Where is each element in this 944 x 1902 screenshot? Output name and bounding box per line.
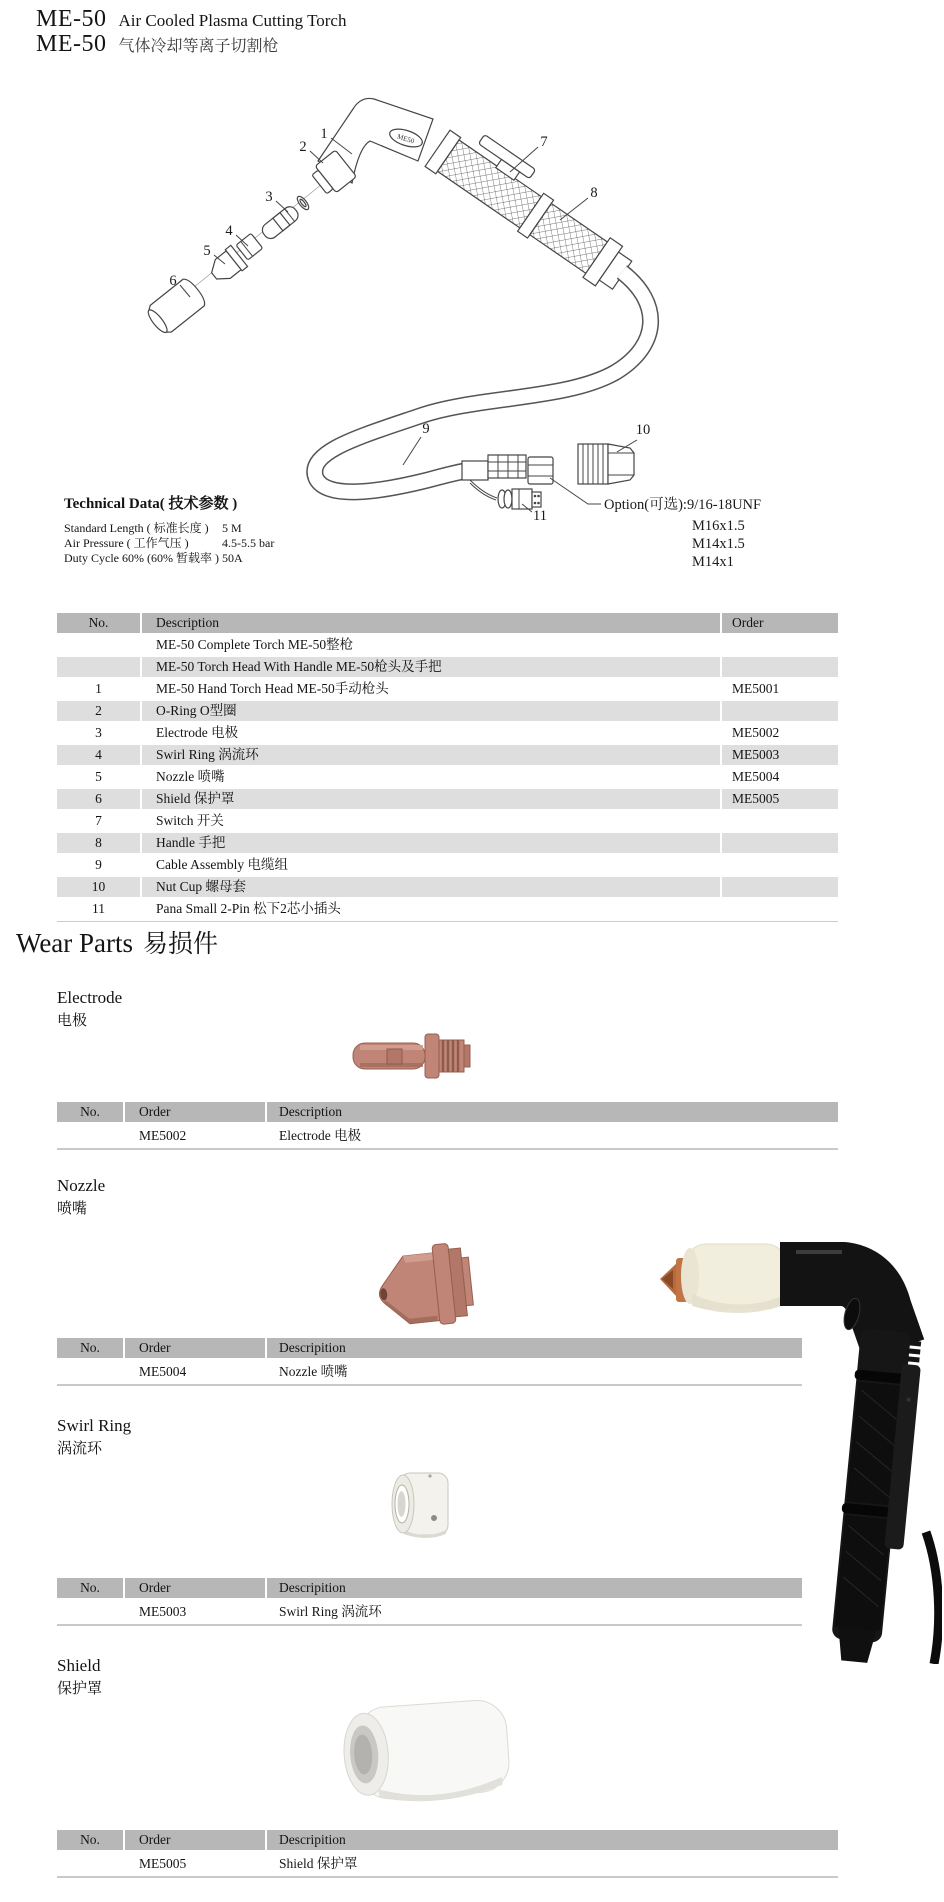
row-order: ME5001: [732, 681, 780, 696]
col-header-no: No.: [57, 1578, 125, 1598]
row-no: 9: [57, 855, 142, 875]
row-no: 11: [57, 899, 142, 919]
table-row: [57, 635, 838, 657]
option-line-main: Option(可选):9/16-18UNF: [604, 497, 762, 513]
torch-photo-handle: [827, 1328, 924, 1664]
option-line-m14-15: M14x1.5: [692, 536, 745, 552]
table-row: [57, 855, 838, 877]
callout-leaders: [180, 138, 637, 512]
section-electrode-heading: [57, 986, 122, 1032]
callout-8: 8: [590, 185, 598, 201]
row-description: Swirl Ring 涡流环: [279, 1604, 382, 1619]
row-no: [57, 635, 142, 655]
row-description: Nozzle 喷嘴: [279, 1364, 348, 1379]
callout-10: 10: [635, 422, 651, 438]
row-no: [57, 1124, 125, 1148]
table-row: [57, 811, 838, 833]
row-order: [722, 833, 838, 853]
row-no: [57, 1360, 125, 1384]
torch-handle-drawing: [424, 117, 644, 295]
page-title-en: [36, 6, 346, 33]
col-header-no: No.: [57, 1338, 125, 1358]
row-order: [722, 701, 838, 721]
col-header-description: Description: [279, 1104, 342, 1119]
row-order: ME5005: [732, 791, 780, 806]
col-header-order: Order: [125, 1338, 267, 1358]
section-shield-heading: [57, 1654, 102, 1700]
row-no: 2: [57, 701, 142, 721]
swirl-ring-name-zh: 涡流环: [57, 1441, 103, 1457]
tech-value-pressure: 4.5-5.5 bar: [222, 536, 275, 550]
row-no: 8: [57, 833, 142, 853]
callout-4: 4: [225, 223, 233, 239]
row-order: [722, 657, 838, 677]
row-no: 3: [57, 723, 142, 743]
col-header-order: Order: [125, 1102, 267, 1122]
row-description: Pana Small 2-Pin 松下2芯小插头: [142, 899, 722, 919]
electrode-table-header: [57, 1102, 838, 1124]
nozzle-image: [370, 1234, 478, 1336]
wear-parts-heading-en: Wear Parts: [16, 928, 134, 958]
table-row: [57, 657, 838, 679]
connector-assembly: [462, 455, 553, 484]
table-row: [57, 701, 838, 723]
row-description: Switch 开关: [142, 811, 722, 831]
row-description: Cable Assembly 电缆组: [142, 855, 722, 875]
tech-value-duty: 50A: [222, 551, 243, 565]
row-order: [722, 877, 838, 897]
col-header-description: Description: [142, 613, 722, 633]
electrode-name-en: Electrode: [57, 988, 123, 1007]
callout-1: 1: [320, 126, 328, 142]
row-order: ME5004: [125, 1360, 267, 1384]
callout-2: 2: [299, 139, 307, 155]
page-title-zh: [36, 31, 279, 58]
swirl-ring-image: [386, 1466, 460, 1544]
row-description: Handle 手把: [142, 833, 722, 853]
row-no: 10: [57, 877, 142, 897]
technical-data-heading: Technical Data( 技术参数 ): [64, 496, 238, 512]
row-no: [57, 1852, 125, 1876]
technical-data-block: [64, 492, 424, 566]
row-description: Nut Cup 螺母套: [142, 877, 722, 897]
callout-3: 3: [265, 189, 273, 205]
table-row: [57, 745, 838, 767]
option-line-m16: M16x1.5: [692, 518, 745, 534]
row-description: Shield 保护罩: [279, 1856, 358, 1871]
col-header-no: No.: [57, 1830, 125, 1850]
row-no: 7: [57, 811, 142, 831]
callout-5: 5: [203, 243, 211, 259]
shield-table-header: [57, 1830, 838, 1852]
shield-table: [57, 1830, 838, 1878]
table-row: [57, 679, 838, 701]
table-row: [57, 877, 838, 899]
model-name-2: ME-50: [36, 31, 107, 57]
row-order: [722, 811, 838, 831]
parts-table: [57, 613, 838, 922]
row-order: [722, 635, 838, 655]
callout-6: 6: [169, 273, 177, 289]
section-swirl-ring-heading: [57, 1414, 131, 1460]
torch-photo-cable: [926, 1532, 939, 1664]
section-nozzle-heading: [57, 1174, 105, 1220]
row-order: ME5002: [125, 1124, 267, 1148]
row-order: ME5004: [732, 769, 780, 784]
row-no: 5: [57, 767, 142, 787]
row-no: 6: [57, 789, 142, 809]
row-description: ME-50 Complete Torch ME-50整枪: [142, 635, 722, 655]
row-order: [722, 855, 838, 875]
model-name: ME-50: [36, 6, 107, 32]
table-row: [57, 899, 838, 921]
wear-parts-heading-zh: 易损件: [143, 931, 219, 958]
electrode-image: [350, 1026, 478, 1086]
row-description: ME-50 Hand Torch Head ME-50手动枪头: [142, 679, 722, 699]
row-no: [57, 1600, 125, 1624]
tech-label-pressure: Air Pressure ( 工作气压 ): [64, 536, 189, 550]
row-no: 1: [57, 679, 142, 699]
row-description: ME-50 Torch Head With Handle ME-50枪头及手把: [142, 657, 722, 677]
row-no: [57, 657, 142, 677]
tech-row-pressure: [64, 536, 424, 551]
swirl-ring-part: [236, 233, 263, 260]
tech-row-length: [64, 521, 424, 536]
col-header-order: Order: [732, 615, 764, 630]
callout-11: 11: [533, 508, 547, 524]
tech-label-length: Standard Length ( 标准长度 ): [64, 521, 209, 535]
row-order: ME5005: [125, 1852, 267, 1876]
parts-table-header: [57, 613, 838, 635]
col-header-order: Order: [125, 1830, 267, 1850]
row-description: Electrode 电极: [142, 723, 722, 743]
row-no: 4: [57, 745, 142, 765]
row-description: Nozzle 喷嘴: [142, 767, 722, 787]
electrode-part: [260, 204, 301, 241]
table-row: [57, 723, 838, 745]
nozzle-name-en: Nozzle: [57, 1176, 106, 1195]
electrode-table: [57, 1102, 838, 1150]
row-order: ME5003: [732, 747, 780, 762]
col-header-description: Descripition: [279, 1832, 346, 1847]
row-description: O-Ring O型圈: [142, 701, 722, 721]
col-header-no: No.: [57, 1102, 125, 1122]
row-order: ME5002: [732, 725, 780, 740]
option-line-m14-1: M14x1: [692, 554, 734, 570]
torch-photo: [646, 1222, 942, 1664]
wear-parts-heading: [16, 924, 218, 960]
tech-label-duty: Duty Cycle 60% (60% 暂载率 ): [64, 551, 219, 565]
tech-row-duty: [64, 551, 424, 566]
callout-7: 7: [540, 134, 548, 150]
nut-cup-drawing: [578, 444, 634, 484]
shield-table-row: [57, 1852, 838, 1876]
col-header-no: No.: [57, 613, 142, 633]
row-order: [722, 899, 838, 919]
row-description: Electrode 电极: [279, 1128, 362, 1143]
callout-9: 9: [422, 421, 430, 437]
electrode-name-zh: 电极: [57, 1013, 88, 1029]
row-order: ME5003: [125, 1600, 267, 1624]
title-chinese: 气体冷却等离子切割枪: [118, 38, 279, 55]
table-row: [57, 833, 838, 855]
row-description: Swirl Ring 涡流环: [142, 745, 722, 765]
tech-value-length: 5 M: [222, 521, 242, 535]
col-header-description: Descripition: [279, 1580, 346, 1595]
electrode-table-row: [57, 1124, 838, 1148]
shield-name-en: Shield: [57, 1656, 101, 1675]
shield-image: [336, 1690, 518, 1810]
o-ring-part: [295, 195, 310, 212]
shield-name-zh: 保护罩: [57, 1681, 103, 1697]
row-description: Shield 保护罩: [142, 789, 722, 809]
title-english: Air Cooled Plasma Cutting Torch: [118, 11, 347, 30]
table-row: [57, 789, 838, 811]
col-header-description: Descripition: [279, 1340, 346, 1355]
nozzle-name-zh: 喷嘴: [57, 1201, 88, 1217]
col-header-order: Order: [125, 1578, 267, 1598]
torch-photo-shield-cup: [681, 1244, 786, 1313]
torch-brand-label: ME50: [396, 132, 416, 146]
swirl-ring-name-en: Swirl Ring: [57, 1416, 132, 1435]
table-row: [57, 767, 838, 789]
